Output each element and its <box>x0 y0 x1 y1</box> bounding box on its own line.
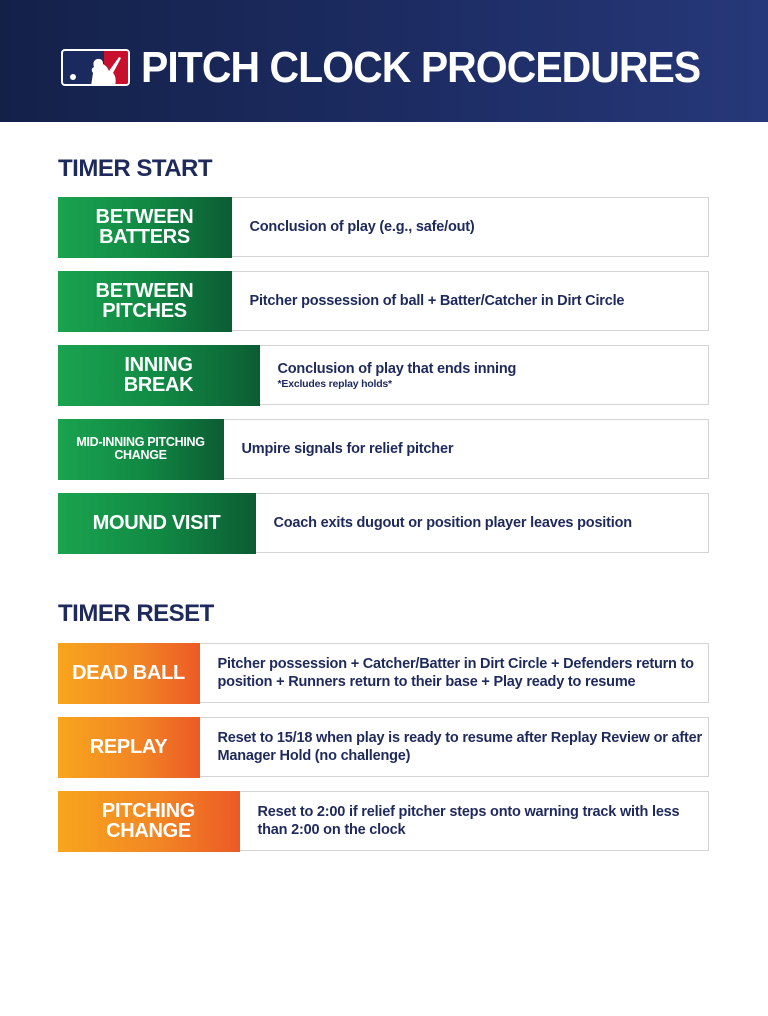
timer-start-row <box>58 493 709 553</box>
row-description: Pitcher possession of ball + Batter/Catcher in Dirt Circle <box>249 293 625 309</box>
row-label: MOUND VISIT <box>58 493 256 554</box>
timer-reset-heading: TIMER RESET <box>58 600 214 627</box>
header-banner <box>0 0 768 122</box>
row-label: BETWEEN PITCHES <box>58 271 232 332</box>
timer-reset-row <box>58 643 709 703</box>
row-label: BETWEEN BATTERS <box>58 197 232 258</box>
timer-reset-row <box>58 791 709 851</box>
row-label: MID-INNING PITCHING CHANGE <box>58 419 224 480</box>
mlb-logo-icon <box>61 49 130 86</box>
row-label: DEAD BALL <box>58 643 200 704</box>
row-description: Conclusion of play (e.g., safe/out) <box>249 219 475 235</box>
row-description: Conclusion of play that ends inning <box>277 360 517 377</box>
row-description: Coach exits dugout or position player leaves position <box>273 515 632 531</box>
timer-start-row <box>58 345 709 405</box>
timer-start-row <box>58 271 709 331</box>
row-label: INNING BREAK <box>58 345 260 406</box>
page-title: PITCH CLOCK PROCEDURES <box>141 43 701 92</box>
row-description: Reset to 2:00 if relief pitcher steps onto warning track with less than 2:00 on the clock <box>257 804 680 838</box>
row-label: REPLAY <box>58 717 200 778</box>
row-description: Umpire signals for relief pitcher <box>241 441 454 457</box>
row-description: Pitcher possession + Catcher/Batter in Dirt Circle + Defenders return to position + Runners return to their base + Play ready to resume <box>217 656 694 690</box>
timer-reset-row <box>58 717 709 777</box>
timer-start-row <box>58 419 709 479</box>
row-description: Reset to 15/18 when play is ready to resume after Replay Review or after Manager Hold (no challenge) <box>217 730 702 764</box>
timer-start-heading: TIMER START <box>58 155 213 182</box>
timer-start-row <box>58 197 709 257</box>
row-label: PITCHING CHANGE <box>58 791 240 852</box>
row-note: *Excludes replay holds* <box>277 377 392 390</box>
